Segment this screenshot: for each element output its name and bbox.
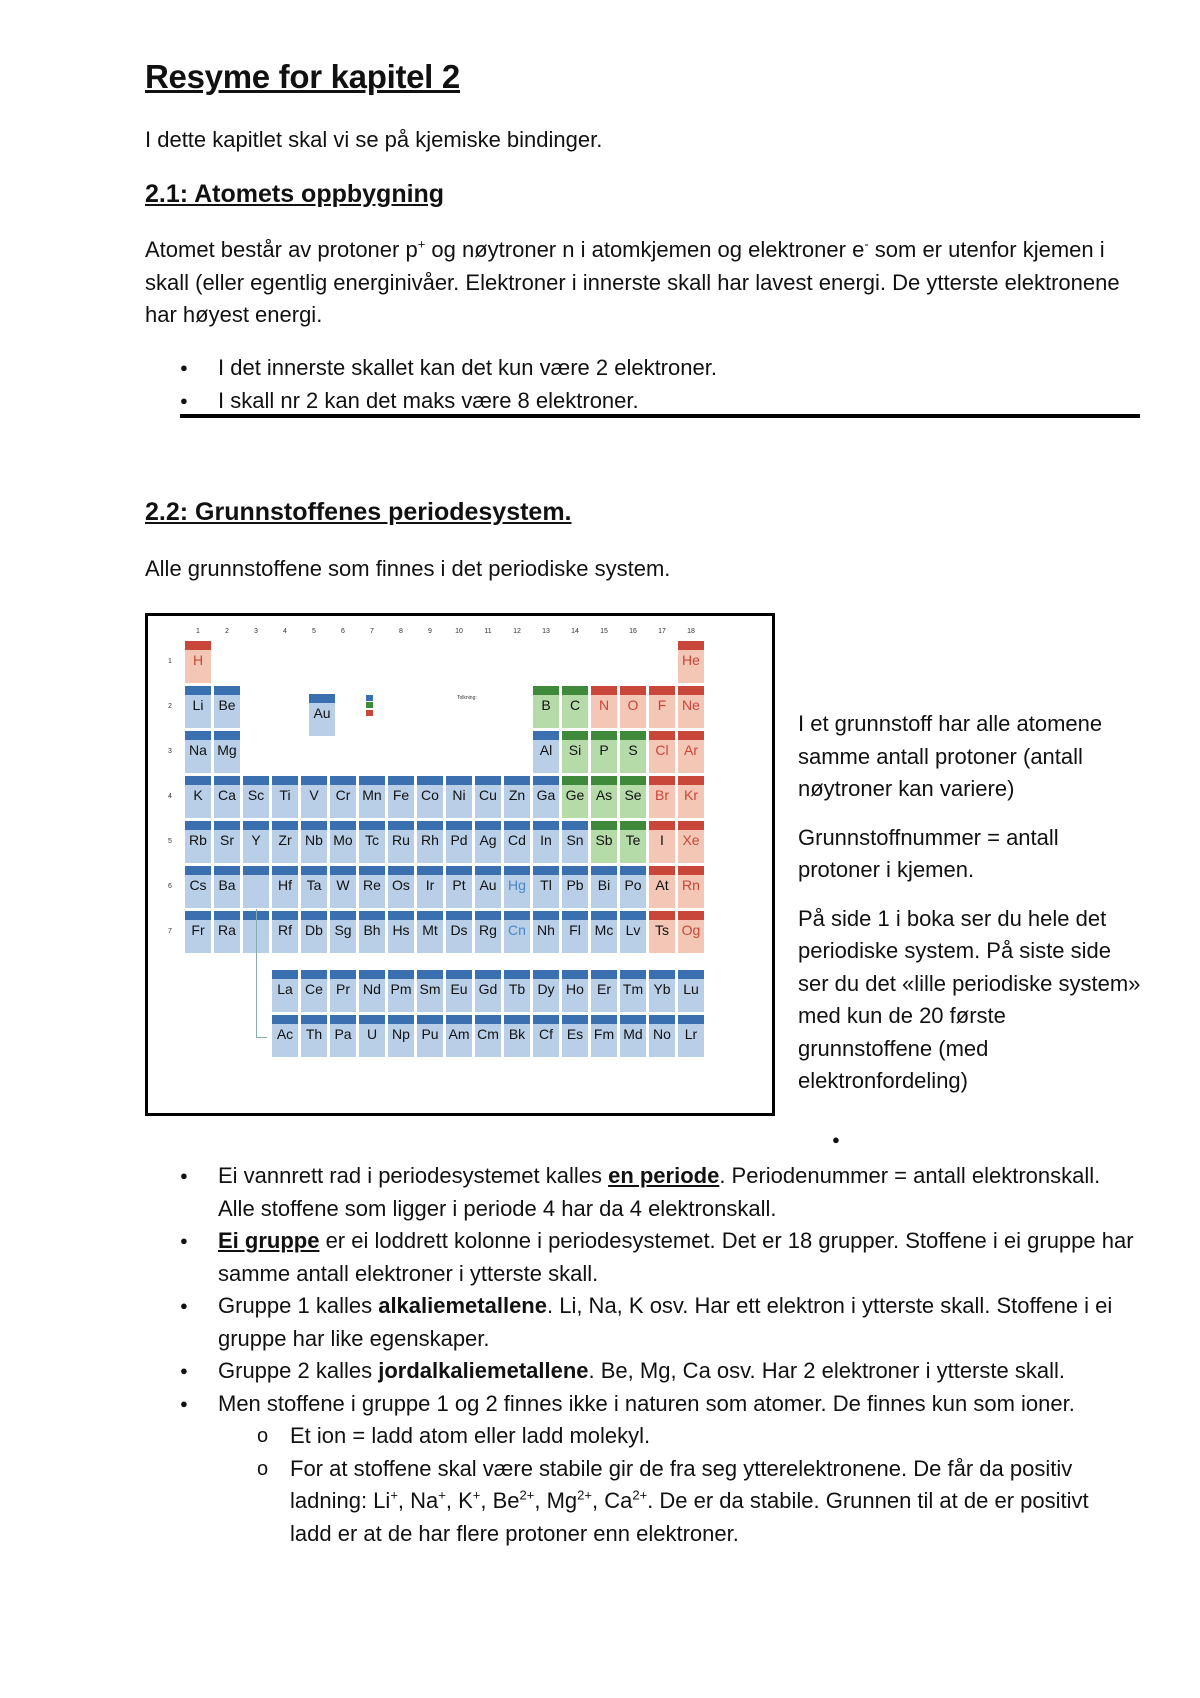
period-number: 5	[168, 838, 172, 845]
group-number: 3	[254, 628, 258, 635]
element-cell	[445, 1014, 473, 1058]
element-symbol: Pb	[566, 877, 584, 893]
element-symbol: Po	[624, 877, 642, 893]
element-cell	[648, 820, 676, 864]
element-cell	[300, 820, 328, 864]
element-symbol: Nh	[537, 922, 555, 938]
element-cell	[271, 865, 299, 909]
element-symbol: In	[540, 832, 552, 848]
legend-title: Tolkning:	[457, 695, 477, 701]
element-symbol: Rb	[189, 832, 207, 848]
element-cell	[358, 775, 386, 819]
element-cell	[445, 820, 473, 864]
element-symbol: Rn	[682, 877, 700, 893]
element-symbol: Ho	[566, 981, 584, 997]
element-cell	[242, 775, 270, 819]
element-cell	[416, 775, 444, 819]
element-symbol: Kr	[684, 787, 698, 803]
element-symbol: Br	[655, 787, 669, 803]
element-cell	[619, 820, 647, 864]
element-symbol: Nb	[305, 832, 323, 848]
element-cell	[213, 730, 241, 774]
element-cell	[532, 775, 560, 819]
element-cell	[561, 820, 589, 864]
element-cell	[532, 969, 560, 1013]
element-cell	[561, 865, 589, 909]
element-symbol: Cl	[655, 742, 669, 758]
element-symbol: Na	[189, 742, 207, 758]
element-symbol: U	[366, 1026, 378, 1042]
element-cell	[677, 685, 705, 729]
element-symbol: Fm	[593, 1026, 615, 1042]
element-symbol: Es	[566, 1026, 584, 1042]
element-symbol: Zn	[508, 787, 526, 803]
element-cell	[590, 969, 618, 1013]
periodic-table	[168, 628, 750, 1106]
element-symbol: Th	[305, 1026, 323, 1042]
period-number: 1	[168, 658, 172, 665]
element-symbol: Cd	[508, 832, 526, 848]
element-symbol: Hs	[392, 922, 410, 938]
element-cell	[416, 820, 444, 864]
element-cell	[677, 910, 705, 954]
period-number: 7	[168, 928, 172, 935]
element-cell	[474, 865, 502, 909]
element-symbol: I	[660, 832, 664, 848]
element-cell	[213, 685, 241, 729]
element-cell	[300, 969, 328, 1013]
periodic-intro-text: Alle grunnstoffene som finnes i det periodiske system.	[145, 556, 671, 581]
element-symbol: Cs	[189, 877, 207, 893]
element-symbol: Np	[392, 1026, 410, 1042]
element-symbol: Cr	[335, 787, 351, 803]
element-symbol: W	[336, 877, 350, 893]
element-symbol: Cn	[508, 922, 526, 938]
element-cell	[213, 775, 241, 819]
element-symbol: Au	[313, 705, 331, 721]
element-cell	[532, 685, 560, 729]
element-symbol: Pu	[421, 1026, 439, 1042]
element-symbol: K	[193, 787, 203, 803]
period-number: 3	[168, 748, 172, 755]
element-symbol: Tc	[365, 832, 379, 848]
element-symbol: Gd	[478, 981, 498, 997]
element-symbol: Er	[597, 981, 611, 997]
element-cell	[271, 910, 299, 954]
element-cell	[474, 820, 502, 864]
element-cell	[561, 969, 589, 1013]
element-symbol: Hf	[278, 877, 292, 893]
element-cell	[329, 865, 357, 909]
element-symbol: Re	[363, 877, 381, 893]
element-cell	[648, 865, 676, 909]
side-paragraph: På side 1 i boka ser du hele det periodiske system. På siste side ser du det «lille periodiske system» med kun de 20 første grunnstoffene (med elektronfordeling)	[798, 905, 1141, 1093]
section-heading-2-2: 2.2: Grunnstoffenes periodesystem.	[145, 498, 572, 526]
element-symbol: Te	[625, 832, 641, 848]
element-cell	[387, 820, 415, 864]
element-symbol: La	[277, 981, 293, 997]
group-number: 17	[658, 628, 666, 635]
element-symbol: Tl	[540, 877, 552, 893]
element-symbol: Ts	[655, 922, 669, 938]
element-cell	[387, 865, 415, 909]
element-symbol: Xe	[682, 832, 700, 848]
element-cell	[532, 1014, 560, 1058]
element-symbol: Sb	[595, 832, 613, 848]
element-cell	[619, 865, 647, 909]
element-cell	[445, 910, 473, 954]
group-number: 6	[341, 628, 345, 635]
element-cell	[590, 730, 618, 774]
element-cell	[532, 865, 560, 909]
group-number: 8	[399, 628, 403, 635]
element-symbol: Ra	[218, 922, 236, 938]
group-number: 10	[455, 628, 463, 635]
element-cell	[358, 865, 386, 909]
element-cell	[503, 820, 531, 864]
list-item: ● I det innerste skallet kan det kun være 2 elektroner.	[145, 352, 1135, 385]
group-number: 5	[312, 628, 316, 635]
element-symbol: Lr	[684, 1026, 698, 1042]
element-symbol: Pm	[390, 981, 412, 997]
element-symbol: Ru	[392, 832, 410, 848]
element-symbol: Se	[624, 787, 642, 803]
list-item: ● Gruppe 2 kalles jordalkaliemetallene. Be, Mg, Ca osv. Har 2 elektroner i ytterste skall.	[145, 1355, 1135, 1388]
element-cell	[271, 969, 299, 1013]
element-cell	[532, 730, 560, 774]
element-cell	[619, 685, 647, 729]
group-number: 13	[542, 628, 550, 635]
element-cell	[503, 775, 531, 819]
list-item: ● Gruppe 1 kalles alkaliemetallene. Li, Na, K osv. Har ett elektron i ytterste skall. Stoffene i ei gruppe har like egenskaper.	[145, 1290, 1135, 1355]
group-number: 18	[687, 628, 695, 635]
element-cell	[561, 730, 589, 774]
element-symbol: Pa	[334, 1026, 352, 1042]
element-symbol: Pr	[336, 981, 350, 997]
group-number: 15	[600, 628, 608, 635]
element-cell	[416, 865, 444, 909]
element-cell	[387, 910, 415, 954]
element-symbol: Mt	[422, 922, 438, 938]
element-cell	[184, 865, 212, 909]
element-symbol: Ac	[276, 1026, 294, 1042]
element-cell	[503, 865, 531, 909]
group-number: 9	[428, 628, 432, 635]
element-cell	[648, 969, 676, 1013]
element-cell	[590, 1014, 618, 1058]
group-number: 14	[571, 628, 579, 635]
element-symbol: P	[599, 742, 609, 758]
element-symbol: Lu	[683, 981, 699, 997]
element-cell	[329, 820, 357, 864]
element-symbol: No	[653, 1026, 671, 1042]
element-cell	[300, 865, 328, 909]
list-item: ● I skall nr 2 kan det maks være 8 elektroner.	[145, 385, 1135, 418]
element-symbol: Tm	[622, 981, 644, 997]
element-cell	[619, 775, 647, 819]
element-cell	[677, 640, 705, 684]
element-cell	[677, 775, 705, 819]
element-symbol: F	[657, 697, 667, 713]
element-symbol: Ir	[425, 877, 435, 893]
element-cell	[532, 820, 560, 864]
f-block-connector	[256, 909, 267, 1038]
f-block-placeholder	[242, 865, 270, 909]
element-symbol: Md	[623, 1026, 643, 1042]
element-cell	[184, 910, 212, 954]
element-symbol: Db	[305, 922, 323, 938]
element-symbol: Ne	[682, 697, 700, 713]
element-cell	[300, 1014, 328, 1058]
element-cell	[271, 775, 299, 819]
element-cell	[648, 685, 676, 729]
element-symbol: Fe	[392, 787, 410, 803]
element-symbol: B	[541, 697, 551, 713]
element-symbol: H	[192, 652, 204, 668]
element-cell	[590, 685, 618, 729]
element-cell	[474, 1014, 502, 1058]
element-cell	[271, 820, 299, 864]
element-cell	[648, 1014, 676, 1058]
list-item: ● Ei vannrett rad i periodesystemet kalles en periode. Periodenummer = antall elektronskall. Alle stoffene som ligger i periode 4 har da 4 elektronskall.	[145, 1160, 1135, 1225]
period-number: 6	[168, 883, 172, 890]
element-symbol: Mg	[217, 742, 237, 758]
element-cell	[213, 820, 241, 864]
horizontal-divider	[180, 414, 1140, 418]
element-symbol: Ni	[452, 787, 466, 803]
element-symbol: Bh	[363, 922, 381, 938]
element-symbol: Cu	[479, 787, 497, 803]
element-cell	[358, 820, 386, 864]
element-cell	[677, 969, 705, 1013]
ion-sublist	[218, 1420, 1135, 1550]
element-cell	[619, 730, 647, 774]
element-cell	[503, 1014, 531, 1058]
element-symbol: Bk	[508, 1026, 526, 1042]
list-item: o For at stoffene skal være stabile gir de fra seg ytterelektronene. De får da positiv ladning: Li+, Na+, K+, $Be^{2+}$, $Mg^{2+}$, $Ca^{2+}$. De er da stabile. Grunnen til at de er positivt ladd er at de har flere protoner enn elektroner.	[218, 1453, 1135, 1551]
element-cell	[590, 775, 618, 819]
element-symbol: Sr	[220, 832, 234, 848]
element-symbol: Al	[539, 742, 553, 758]
element-symbol: Sc	[247, 787, 265, 803]
element-symbol: Cf	[539, 1026, 553, 1042]
element-symbol: Mo	[333, 832, 353, 848]
periodic-side-text	[798, 708, 1143, 1114]
element-cell	[677, 1014, 705, 1058]
element-symbol: N	[598, 697, 610, 713]
element-symbol: Pt	[452, 877, 466, 893]
element-cell	[416, 969, 444, 1013]
element-symbol: Lv	[625, 922, 641, 938]
empty-bullet: ●	[832, 1132, 840, 1147]
element-symbol: Pd	[450, 832, 468, 848]
element-symbol: Li	[192, 697, 204, 713]
element-symbol: Nd	[363, 981, 381, 997]
element-symbol: Mc	[594, 922, 614, 938]
element-symbol: Ag	[479, 832, 497, 848]
period-number: 2	[168, 703, 172, 710]
element-cell	[213, 910, 241, 954]
element-cell	[358, 969, 386, 1013]
periodic-table-figure	[145, 613, 775, 1116]
element-cell	[445, 775, 473, 819]
element-symbol: Si	[568, 742, 582, 758]
element-cell	[677, 730, 705, 774]
element-symbol: Rg	[479, 922, 497, 938]
element-cell	[242, 820, 270, 864]
element-cell	[329, 1014, 357, 1058]
element-symbol: Ti	[279, 787, 291, 803]
element-cell	[474, 775, 502, 819]
element-cell	[590, 910, 618, 954]
element-symbol: Rh	[421, 832, 439, 848]
element-cell	[474, 910, 502, 954]
element-cell	[416, 910, 444, 954]
element-symbol: Mn	[362, 787, 382, 803]
atom-structure-paragraph: Atomet består av protoner p+ og nøytroner n i atomkjemen og elektroner e- som er utenfor kjemen i skall (eller egentlig energinivåer. Elektroner i innerste skall har lavest energi. De ytterste elektronene har høyest energi.	[145, 236, 1120, 327]
element-cell	[561, 1014, 589, 1058]
group-number: 11	[484, 628, 492, 635]
list-item: ● Ei gruppe er ei loddrett kolonne i periodesystemet. Det er 18 grupper. Stoffene i ei gruppe har samme antall elektroner i ytterste skall.	[145, 1225, 1135, 1290]
element-cell	[387, 775, 415, 819]
element-symbol: Fl	[569, 922, 581, 938]
element-symbol: As	[595, 787, 613, 803]
periodic-bullets	[145, 1160, 1135, 1550]
element-cell	[387, 969, 415, 1013]
element-symbol: Eu	[450, 981, 468, 997]
element-symbol: S	[628, 742, 638, 758]
element-cell	[271, 1014, 299, 1058]
element-cell	[590, 820, 618, 864]
table-legend	[366, 695, 376, 717]
element-symbol: Ta	[306, 877, 322, 893]
element-symbol: Be	[218, 697, 236, 713]
element-symbol: Am	[448, 1026, 470, 1042]
section-heading-2-1: 2.1: Atomets oppbygning	[145, 180, 445, 208]
group-number: 12	[513, 628, 521, 635]
element-symbol: Bi	[597, 877, 611, 893]
element-symbol: Dy	[537, 981, 555, 997]
element-cell	[329, 969, 357, 1013]
element-cell	[532, 910, 560, 954]
element-symbol: Ge	[565, 787, 585, 803]
element-cell	[184, 640, 212, 684]
element-symbol: At	[655, 877, 669, 893]
element-cell	[387, 1014, 415, 1058]
element-symbol: Ca	[218, 787, 236, 803]
element-symbol: Hg	[508, 877, 526, 893]
element-symbol: Cm	[477, 1026, 499, 1042]
element-symbol: C	[569, 697, 581, 713]
element-cell	[648, 730, 676, 774]
element-cell	[677, 865, 705, 909]
group-number: 4	[283, 628, 287, 635]
element-symbol: Fr	[191, 922, 205, 938]
element-symbol: Ar	[684, 742, 698, 758]
element-symbol: Sn	[566, 832, 584, 848]
list-item: o Et ion = ladd atom eller ladd molekyl.	[218, 1420, 1135, 1453]
element-symbol: O	[627, 697, 639, 713]
element-symbol: Sm	[419, 981, 441, 997]
element-symbol: He	[682, 652, 700, 668]
page-title: Resyme for kapitel 2	[145, 58, 460, 95]
element-cell	[416, 1014, 444, 1058]
group-number: 7	[370, 628, 374, 635]
element-cell	[561, 775, 589, 819]
element-cell	[213, 865, 241, 909]
element-cell	[677, 820, 705, 864]
element-cell	[184, 730, 212, 774]
element-symbol: Ce	[305, 981, 323, 997]
element-symbol: Os	[392, 877, 410, 893]
group-number: 16	[629, 628, 637, 635]
group-number: 2	[225, 628, 229, 635]
element-cell	[648, 775, 676, 819]
element-cell	[329, 910, 357, 954]
period-number: 4	[168, 793, 172, 800]
element-cell	[300, 910, 328, 954]
element-symbol: Ga	[536, 787, 556, 803]
element-cell	[619, 969, 647, 1013]
side-paragraph: I et grunnstoff har alle atomene samme antall protoner (antall nøytroner kan variere)	[798, 711, 1103, 801]
element-cell	[503, 969, 531, 1013]
list-item: ● Men stoffene i gruppe 1 og 2 finnes ikke i naturen som atomer. De finnes kun som ioner. o Et ion = ladd atom eller ladd molekyl. o For at stoffene skal være stabile gir de fra seg ytterelektronene. De får da positiv ladning: Li+, Na+, K+, $Be^{2+}$, $Mg^{2+}$, $Ca^{2+}$. De er da stabile. Grunnen til at de er positivt ladd er at de har flere protoner enn elektroner.	[145, 1388, 1135, 1551]
element-cell	[619, 910, 647, 954]
intro-text: I dette kapitlet skal vi se på kjemiske bindinger.	[145, 127, 603, 152]
element-cell	[358, 910, 386, 954]
element-symbol: Y	[251, 832, 261, 848]
element-symbol: Sg	[334, 922, 352, 938]
element-symbol: Yb	[653, 981, 671, 997]
element-cell	[329, 775, 357, 819]
element-cell	[474, 969, 502, 1013]
element-symbol: Au	[479, 877, 497, 893]
element-symbol: Tb	[508, 981, 526, 997]
element-symbol: Co	[421, 787, 439, 803]
element-symbol: Og	[681, 922, 701, 938]
element-symbol: Zr	[278, 832, 292, 848]
element-cell	[184, 820, 212, 864]
element-symbol: Ba	[218, 877, 236, 893]
element-cell	[590, 865, 618, 909]
element-symbol: Ds	[450, 922, 468, 938]
element-cell	[184, 775, 212, 819]
element-cell	[503, 910, 531, 954]
shell-bullets	[145, 352, 1135, 417]
element-cell	[648, 910, 676, 954]
element-cell	[358, 1014, 386, 1058]
element-cell	[619, 1014, 647, 1058]
element-symbol: V	[309, 787, 319, 803]
element-cell	[445, 969, 473, 1013]
group-number: 1	[196, 628, 200, 635]
element-cell	[300, 775, 328, 819]
element-cell	[184, 685, 212, 729]
element-cell	[445, 865, 473, 909]
element-cell	[308, 693, 336, 737]
side-paragraph: Grunnstoffnummer = antall protoner i kjemen.	[798, 824, 1059, 882]
element-symbol: Rf	[278, 922, 292, 938]
element-cell	[561, 910, 589, 954]
element-cell	[561, 685, 589, 729]
